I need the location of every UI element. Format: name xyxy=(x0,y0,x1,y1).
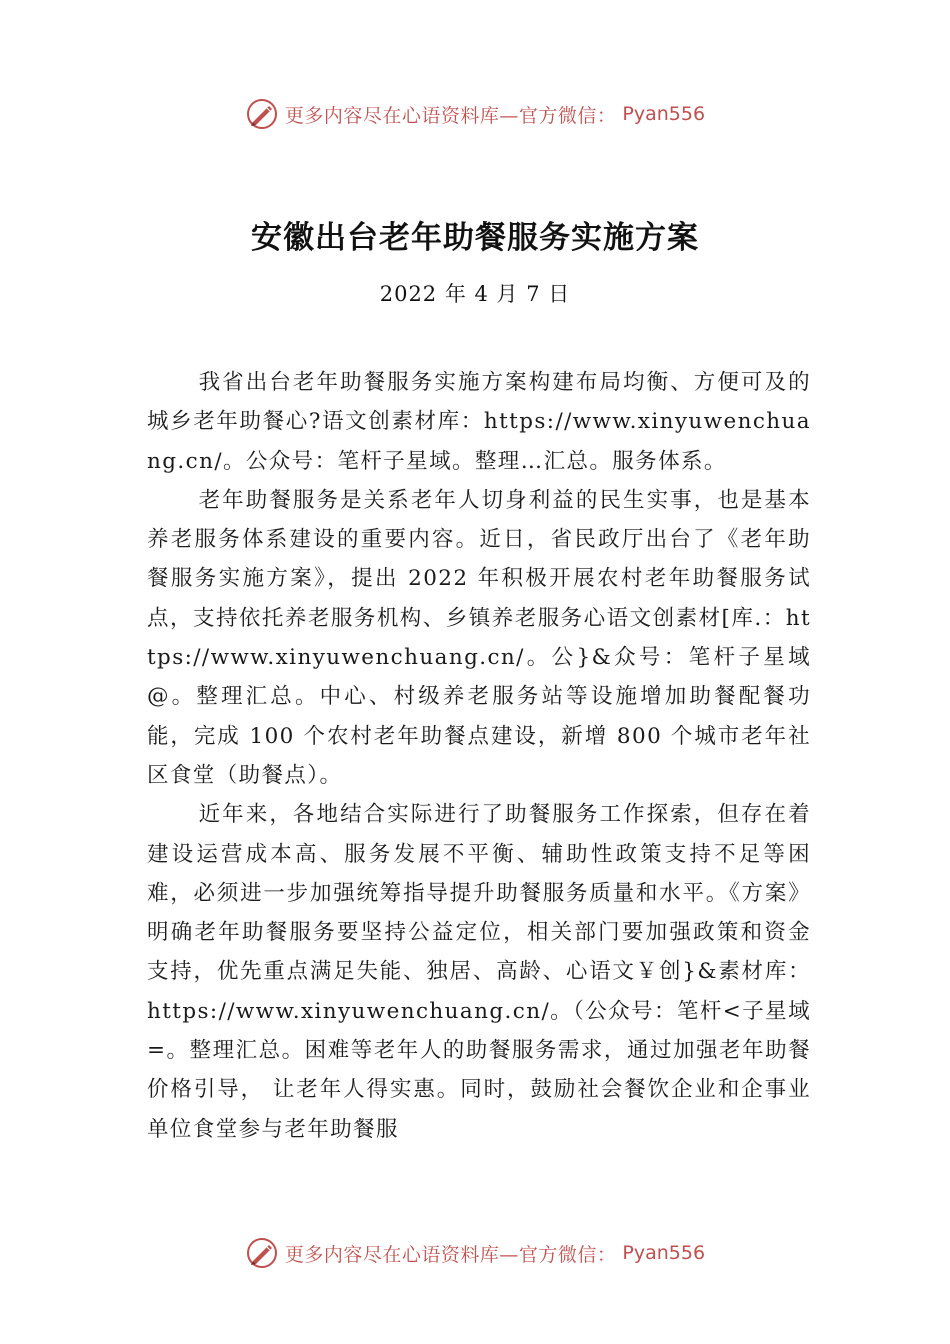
header-banner xyxy=(0,94,950,134)
wechat-id: Pyan556 xyxy=(622,103,706,125)
paragraph: 我省出台老年助餐服务实施方案构建布局均衡、方便可及的城乡老年助餐心?语文创素材库：https://www.xinyuwenchuang.cn/。公众号：笔杆子星域。整理…汇总。服务体系。 xyxy=(147,370,811,474)
document-date: 2022 年 4 月 7 日 xyxy=(379,282,571,306)
pen-logo-icon xyxy=(245,97,279,131)
paragraph: 老年助餐服务是关系老年人切身利益的民生实事，也是基本养老服务体系建设的重要内容。近日，省民政厅出台了《老年助餐服务实施方案》，提出 2022 年积极开展农村老年助餐服务试点，支持依托养老服务机构、乡镇养老服务心语文创素材[库.：https://www.xinyuwenchuang.cn/。公}&众号：笔杆子星域@。整理汇总。中心、村级养老服务站等设施增加助餐配餐功能，完成 100 个农村老年助餐点建设，新增 800 个城市老年社区食堂（助餐点）。 xyxy=(147,487,811,788)
pen-logo-icon xyxy=(245,1236,279,1270)
paragraph: 近年来，各地结合实际进行了助餐服务工作探索，但存在着建设运营成本高、服务发展不平衡、辅助性政策支持不足等困难，必须进一步加强统筹指导提升助餐服务质量和水平。《方案》明确老年助餐服务要坚持公益定位，相关部门要加强政策和资金支持，优先重点满足失能、独居、高龄、心语文￥创}&素材库：https://www.xinyuwenchuang.cn/。（公众号：笔杆<子星域=。整理汇总。困难等老年人的助餐服务需求，通过加强老年助餐价格引导， 让老年人得实惠。同时，鼓励社会餐饮企业和企事业单位食堂参与老年助餐服 xyxy=(147,802,811,1142)
banner-text: 更多内容尽在心语资料库—官方微信： xyxy=(284,1243,617,1266)
document-body xyxy=(147,363,811,1149)
document-title: 安徽出台老年助餐服务实施方案 xyxy=(251,220,699,256)
wechat-id: Pyan556 xyxy=(622,1242,706,1264)
banner-text: 更多内容尽在心语资料库—官方微信： xyxy=(284,104,617,127)
footer-banner xyxy=(0,1233,950,1273)
